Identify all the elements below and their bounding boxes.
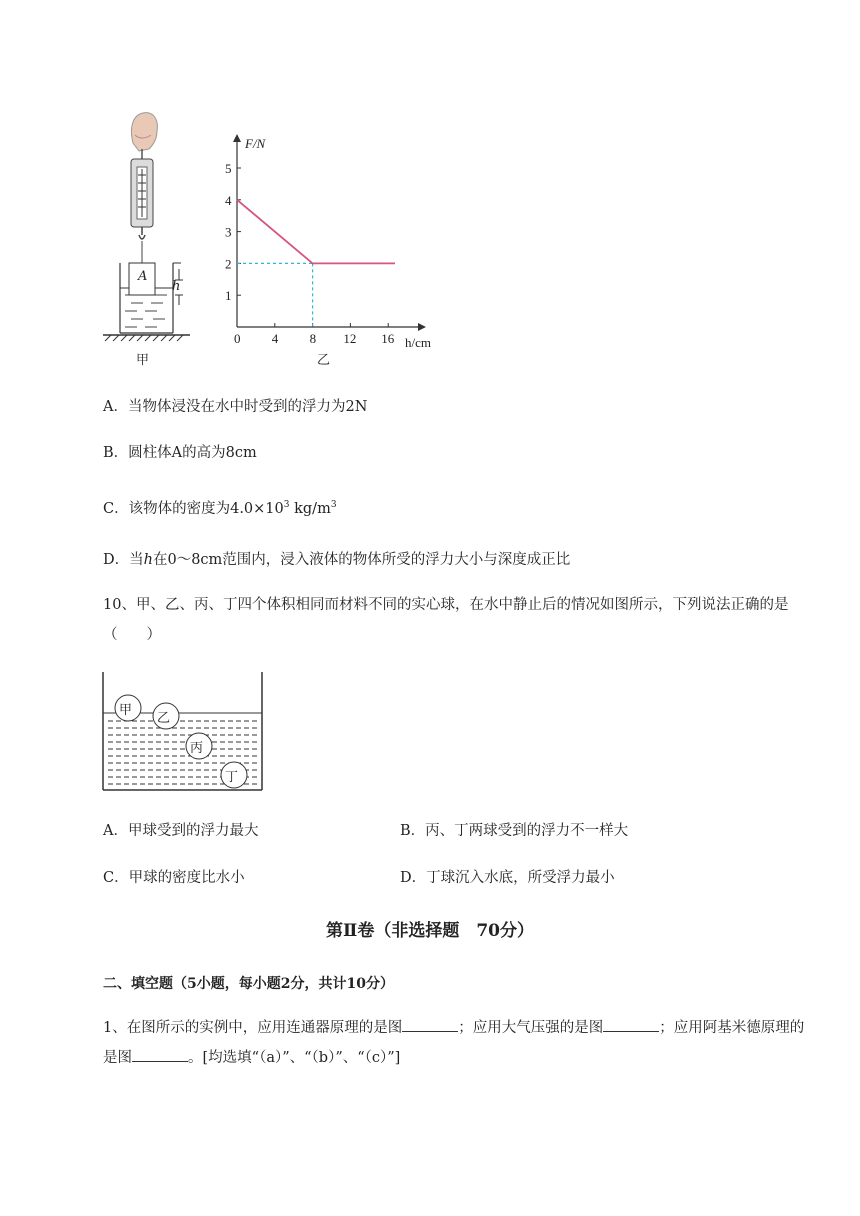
- x-axis-arrow: [418, 323, 426, 331]
- q9-option-a: A．当物体浸没在水中时受到的浮力为2N: [103, 399, 368, 415]
- spring-scale: [131, 149, 153, 263]
- fill-q1-part-b: ；应用大气压强的是图: [458, 1020, 604, 1036]
- q9-option-c-exp: 3: [283, 500, 290, 510]
- fill-q1-part-a: 1、在图所示的实例中，应用连通器原理的是图: [103, 1020, 403, 1036]
- answer-blank-3[interactable]: [132, 1047, 188, 1062]
- balls-in-water-figure: [100, 668, 266, 794]
- q9-option-d-h: h: [143, 552, 153, 568]
- y-axis-arrow: [233, 134, 241, 142]
- x-axis-label: h/cm: [405, 335, 431, 348]
- q9-option-c-unit-exp: 3: [330, 500, 337, 510]
- q9-option-c-formula: 4.0×10: [230, 500, 284, 517]
- q9-option-b: B．圆柱体A的高为8cm: [103, 445, 257, 461]
- q10-question: 10、甲、乙、丙、丁四个体积相同而材料不同的实心球，在水中静止后的情况如图所示，下列说法正确的是（ ）: [103, 597, 789, 643]
- q9-option-d-prefix: D．当: [103, 552, 144, 568]
- y-axis-label: F/N: [245, 136, 266, 151]
- q9-option-d: [103, 549, 570, 571]
- buoyancy-chart: [200, 128, 450, 348]
- hand-illustration: [131, 113, 157, 151]
- answer-blank-2[interactable]: [603, 1017, 659, 1032]
- q9-option-d-suffix: 在0～8cm范围内，浸入液体的物体所受的浮力大小与深度成正比: [152, 552, 571, 568]
- y-tick-label: 3: [225, 224, 232, 240]
- x-tick-label: 0: [234, 331, 241, 346]
- x-tick-label: 16: [381, 331, 395, 346]
- x-tick-label: 4: [271, 331, 279, 346]
- y-tick-label: 1: [225, 288, 232, 304]
- fill-q1-part-d: 。[均选填“（a）”、“（b）”、“（c）”]: [188, 1050, 401, 1066]
- y-tick-label: 4: [225, 192, 232, 208]
- q10-option-d: D．丁球沉入水底，所受浮力最小: [400, 870, 615, 886]
- q10-option-b: B．丙、丁两球受到的浮力不一样大: [400, 823, 629, 839]
- q9-option-c: [103, 494, 337, 520]
- block-label: A: [138, 269, 148, 284]
- figure-caption-right: 乙: [317, 353, 331, 368]
- ball-label-yi: 乙: [157, 711, 171, 726]
- y-tick-label: 5: [225, 161, 232, 176]
- q10-option-a: A．甲球受到的浮力最大: [103, 823, 259, 839]
- section-title: 第Ⅱ卷（非选择题 70分）: [326, 921, 534, 941]
- ball-label-bing: 丙: [190, 741, 204, 756]
- answer-blank-1[interactable]: [402, 1017, 458, 1032]
- depth-label: h: [172, 279, 181, 294]
- fill-question-1: [103, 1013, 815, 1073]
- section-heading: 二、填空题（5小题，每小题2分，共计10分）: [103, 976, 394, 992]
- q9-option-c-unit: kg/m: [289, 500, 331, 517]
- ball-label-jia: 甲: [119, 703, 133, 718]
- figure-caption-left: 甲: [136, 353, 150, 368]
- force-line: [237, 200, 395, 264]
- x-tick-label: 8: [309, 331, 317, 346]
- y-tick-label: 2: [225, 256, 232, 272]
- x-tick-label: 12: [343, 331, 357, 346]
- q9-option-c-prefix: C．该物体的密度为: [103, 500, 231, 517]
- ball-label-ding: 丁: [225, 770, 239, 785]
- q10-option-c: C．甲球的密度比水小: [103, 870, 245, 886]
- fill-q1-part-c: ；应用阿基米德原理的是图: [103, 1020, 805, 1066]
